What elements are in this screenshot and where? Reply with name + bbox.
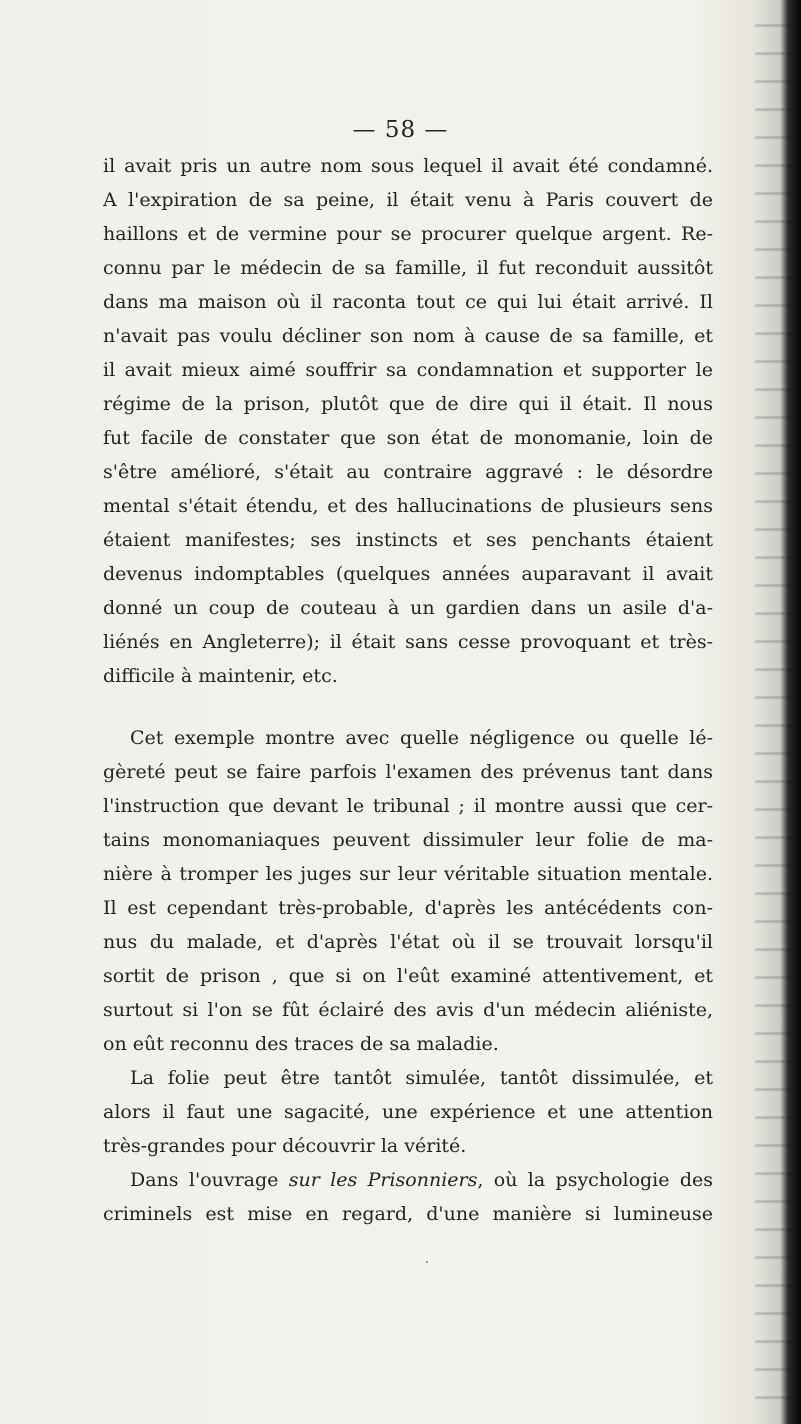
paragraph-1-line: n'avait pas voulu décliner son nom à cause de sa famille, et: [103, 325, 713, 347]
paragraph-2-line: surtout si l'on se fût éclairé des avis d'un médecin aliéniste,: [103, 999, 713, 1021]
paragraph-1-line: s'être amélioré, s'était au contraire aggravé : le désordre: [103, 461, 713, 483]
paragraph-3-line: La folie peut être tantôt simulée, tantôt dissimulée, et: [130, 1067, 713, 1089]
paragraph-3-line: très-grandes pour découvrir la vérité.: [103, 1135, 467, 1157]
paragraph-1-line: devenus indomptables (quelques années auparavant il avait: [103, 563, 713, 585]
paragraph-2-line: sortit de prison , que si on l'eût examiné attentivement, et: [103, 965, 713, 987]
paragraph-3-line: alors il faut une sagacité, une expérience et une attention: [103, 1101, 713, 1123]
paragraph-1-line: difficile à maintenir, etc.: [103, 665, 338, 687]
paragraph-1-line: il avait pris un autre nom sous lequel il avait été condamné.: [103, 155, 713, 177]
paragraph-1-line: mental s'était étendu, et des hallucinations de plusieurs sens: [103, 495, 713, 517]
paragraph-2-line: nus du malade, et d'après l'état où il se trouvait lorsqu'il: [103, 931, 713, 953]
paragraph-1-line: dans ma maison où il raconta tout ce qui lui était arrivé. Il: [103, 291, 713, 313]
page-number: — 58 —: [352, 117, 449, 143]
paragraph-2-line: l'instruction que devant le tribunal ; il montre aussi que cer-: [103, 795, 713, 817]
paragraph-1-line: connu par le médecin de sa famille, il fut reconduit aussitôt: [103, 257, 713, 279]
paragraph-1-line: donné un coup de couteau à un gardien dans un asile d'a-: [103, 597, 713, 619]
paragraph-1-line: A l'expiration de sa peine, il était venu à Paris couvert de: [103, 189, 713, 211]
paper-speck: [426, 1261, 428, 1263]
paragraph-2-line: Cet exemple montre avec quelle négligence ou quelle lé-: [130, 727, 713, 749]
paragraph-4-text-after: , où la psychologie des: [477, 1169, 713, 1191]
paragraph-2-line: Il est cependant très-probable, d'après les antécédents con-: [103, 897, 713, 919]
paragraph-2-line: tains monomaniaques peuvent dissimuler leur folie de ma-: [103, 829, 713, 851]
paragraph-1-line: il avait mieux aimé souffrir sa condamnation et supporter le: [103, 359, 713, 381]
paragraph-4-title: sur les Prisonniers: [288, 1169, 478, 1191]
paragraph-1-line: haillons et de vermine pour se procurer quelque argent. Re-: [103, 223, 713, 245]
paragraph-1-line: fut facile de constater que son état de monomanie, loin de: [103, 427, 713, 449]
paragraph-1-line: liénés en Angleterre); il était sans cesse provoquant et très-: [103, 631, 713, 653]
paragraph-1-line: étaient manifestes; ses instincts et ses penchants étaient: [103, 529, 713, 551]
paragraph-2-line: gèreté peut se faire parfois l'examen des prévenus tant dans: [103, 761, 713, 783]
paragraph-4-text-before: Dans l'ouvrage: [130, 1169, 289, 1191]
paragraph-4-line: [130, 1163, 713, 1197]
paragraph-2-line: nière à tromper les juges sur leur véritable situation mentale.: [103, 863, 713, 885]
paragraph-2-line: on eût reconnu des traces de sa maladie.: [103, 1033, 499, 1055]
paragraph-4-line: criminels est mise en regard, d'une manière si lumineuse: [103, 1203, 713, 1225]
paragraph-1-line: régime de la prison, plutôt que de dire qui il était. Il nous: [103, 393, 713, 415]
